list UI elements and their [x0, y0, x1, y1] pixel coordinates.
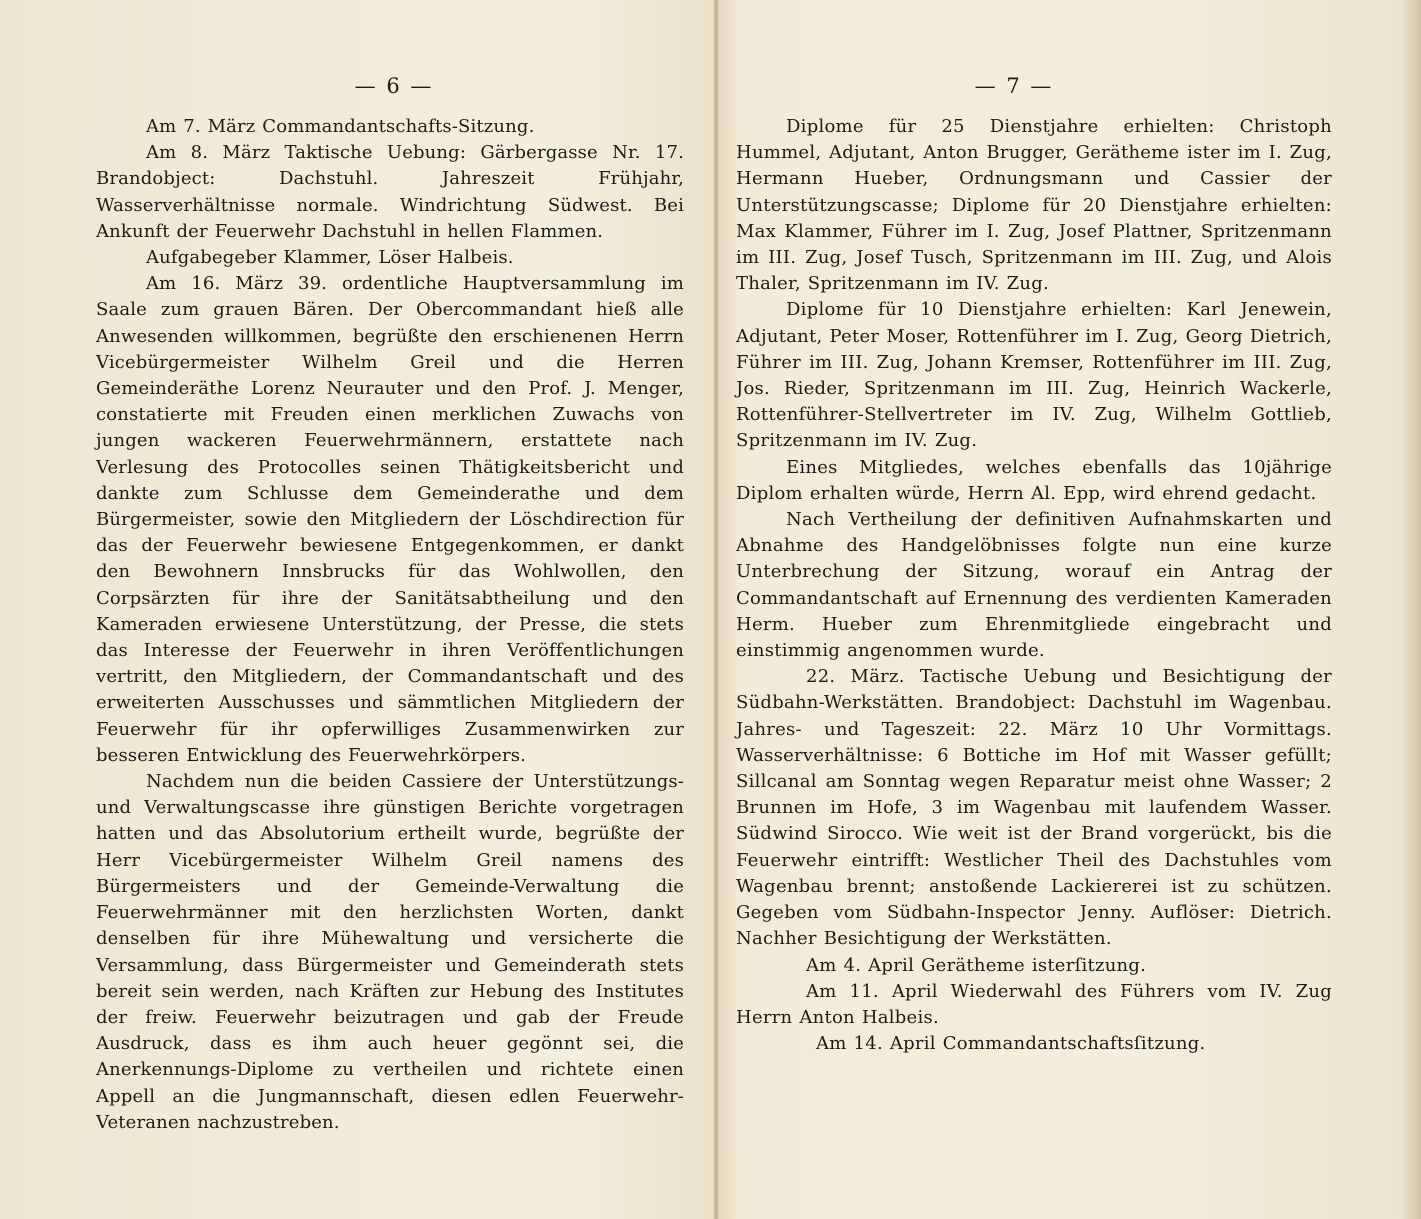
- left-paragraph-3: Aufgabegeber Klammer, Löser Halbeis.: [146, 247, 514, 269]
- right-paragraph-6: Am 4. April Gerätheme isterſitzung.: [806, 954, 1147, 976]
- left-page-text: [96, 114, 684, 1136]
- left-paragraph-5: Nachdem nun die beiden Cassiere der Unterstützungs- und Verwaltungscasse ihre günstigen Berichte vorgetragen hatten und das Absolutorium ertheilt wurde, begrüßte der Herr Vicebürgermeister Wilhelm Greil namens des Bürgermeisters und der Gemeinde-Verwaltung die Feuerwehrmänner mit den herzlichsten Worten, dankt denselben für ihre Mühewaltung und versicherte die Versammlung, dass Bürgermeister und Gemeinderath stets bereit sein werden, nach Kräften zur Hebung des Institutes der freiw. Feuerwehr beizutragen und gab der Freude Ausdruck, dass es ihm auch heuer gegönnt sei, die Anerkennungs-Diplome zu vertheilen und richtete einen Appell an die Jungmannschaft, diesen edlen Feuerwehr-Veteranen nachzustreben.: [96, 771, 684, 1133]
- left-paragraph-2: Am 8. März Taktische Uebung: Gärbergasse Nr. 17. Brandobject: Dachstuhl. Jahreszeit Frühjahr, Wasserverhältnisse normale. Windrichtung Südwest. Bei Ankunft der Feuerwehr Dachstuhl in hellen Flammen.: [96, 142, 684, 242]
- right-paragraph-5: 22. März. Tactische Uebung und Besichtigung der Südbahn-Werkstätten. Brandobject: Dachstuhl im Wagenbau. Jahres- und Tageszeit: 22. März 10 Uhr Vormittags. Wasserverhältnisse: 6 Bottiche im Hof mit Wasser gefüllt; Sillcanal am Sonntag wegen Reparatur meist ohne Wasser; 2 Brunnen im Hofe, 3 im Wagenbau mit laufendem Wasser. Südwind Sirocco. Wie weit ist der Brand vorgerückt, bis die Feuerwehr eintrifft: Westlicher Theil des Dachstuhles vom Wagenbau brennt; anstoßende Lackiererei ist zu schützen. Gegeben vom Südbahn-Inspector Jenny. Auflöser: Dietrich. Nachher Besichtigung der Werkstätten.: [736, 666, 1332, 950]
- left-paragraph-1: Am 7. März Commandantschafts-Sitzung.: [146, 116, 535, 137]
- right-paragraph-2: Diplome für 10 Dienstjahre erhielten: Karl Jenewein, Adjutant, Peter Moser, Rottenführer im I. Zug, Georg Dietrich, Führer im III. Zug, Johann Kremser, Rottenführer im III. Zug, Jos. Rieder, Spritzenmann im III. Zug, Heinrich Wackerle, Rottenführer-Stellvertreter im IV. Zug, Wilhelm Gottlieb, Spritzenmann im IV. Zug.: [736, 299, 1332, 452]
- right-page-text: [736, 114, 1332, 1057]
- right-paragraph-7: Am 11. April Wiederwahl des Führers vom IV. Zug Herrn Anton Halbeis.: [736, 980, 1332, 1028]
- page-edge: [1401, 0, 1421, 1219]
- right-page: [736, 68, 1332, 1057]
- right-paragraph-4: Nach Vertheilung der definitiven Aufnahmskarten und Abnahme des Handgelöbnisses folgte nun eine kurze Unterbrechung der Sitzung, worauf ein Antrag der Commandantschaft auf Ernennung des verdienten Kameraden Herm. Hueber zum Ehrenmitgliede eingebracht und einstimmig angenommen wurde.: [736, 509, 1332, 662]
- right-paragraph-1: Diplome für 25 Dienstjahre erhielten: Christoph Hummel, Adjutant, Anton Brugger, Gerätheme ister im I. Zug, Hermann Hueber, Ordnungsmann und Cassier der Unterstützungscasse; Diplome für 20 Dienstjahre erhielten: Max Klammer, Führer im I. Zug, Josef Plattner, Spritzenmann im III. Zug, Josef Tusch, Spritzenmann im III. Zug, und Alois Thaler, Spritzenmann im IV. Zug.: [736, 116, 1332, 295]
- left-page-number: — 6 —: [354, 74, 434, 98]
- left-paragraph-4: Am 16. März 39. ordentliche Hauptversammlung im Saale zum grauen Bären. Der Obercommandant hieß alle Anwesenden willkommen, begrüßte den erschienenen Herrn Vicebürgermeister Wilhelm Greil und die Herren Gemeinderäthe Lorenz Neurauter und den Prof. J. Menger, constatierte mit Freuden einen merklichen Zuwachs von jungen wackeren Feuerwehrmännern, erstattete nach Verlesung des Protocolles seinen Thätigkeitsbericht und dankte zum Schlusse dem Gemeinderathe und dem Bürgermeister, sowie den Mitgliedern der Löschdirection für das der Feuerwehr bewiesene Entgegenkommen, er dankt den Bewohnern Innsbrucks für das Wohlwollen, den Corpsärzten für ihre der Sanitätsabtheilung und den Kameraden erwiesene Unterstützung, der Presse, die stets das Interesse der Feuerwehr in ihren Veröffentlichungen vertritt, den Mitgliedern, der Commandantschaft und des erweiterten Ausschusses und sämmtlichen Mitgliedern der Feuerwehr für ihr opferwilliges Zusammenwirken zur besseren Entwicklung des Feuerwehrkörpers.: [96, 273, 684, 766]
- left-page: [96, 68, 684, 1136]
- right-page-number: — 7 —: [974, 74, 1054, 98]
- book-fold: [713, 0, 719, 1219]
- right-paragraph-8: Am 14. April Commandantschaftsſitzung.: [816, 1033, 1206, 1055]
- right-paragraph-3: Eines Mitgliedes, welches ebenfalls das 10jährige Diplom erhalten würde, Herrn Al. Epp, wird ehrend gedacht.: [736, 456, 1332, 504]
